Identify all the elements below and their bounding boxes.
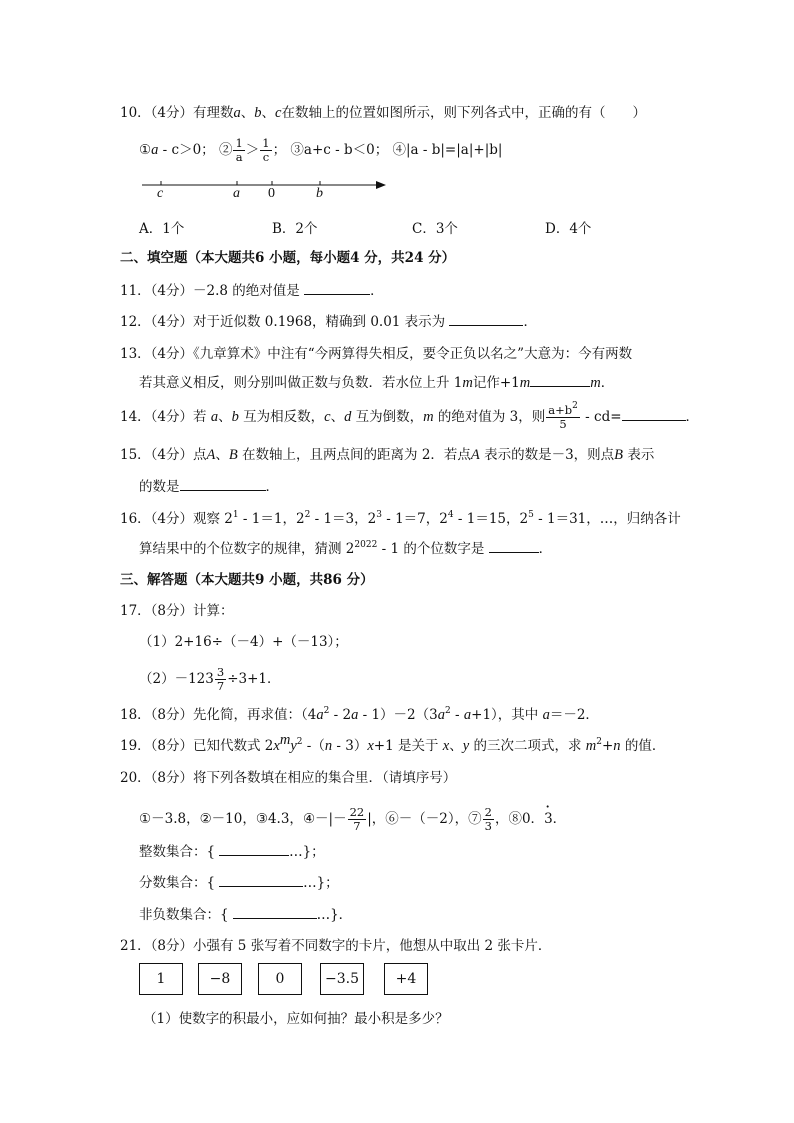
- axis-label-c: c: [157, 186, 164, 201]
- q10-stem: 10．（4分）有理数a、b、c在数轴上的位置如图所示，则下列各式中，正确的有（ ）: [120, 105, 646, 121]
- q20-items: ①－3.8，②－10，③4.3，④－|－ $\frac{22}{7}$ |，⑥－（－2），⑦ $\frac{2}{3}$ ，⑧0．· 3．: [139, 806, 566, 833]
- q15-line1: 15．（4分）点A、B 在数轴上，且两点间的距离为 2．若点A 表示的数是－3，则点B 表示: [120, 447, 655, 463]
- axis-label-b: b: [316, 186, 323, 201]
- q21-sub1: （1）使数字的积最小，应如何抽？最小积是多少？: [143, 1011, 449, 1027]
- q19: 19．（8分）已知代数式 $2x^my^2$ -（n - 3）x+1 是关于 x、y 的三次二项式，求 $m^2+n$ 的值．: [120, 732, 666, 754]
- axis-label-a: a: [233, 186, 240, 201]
- section-2-title: 二、填空题（本大题共6 小题，每小题4 分，共24 分）: [120, 250, 456, 266]
- q16-line1: 16．（4分）观察 $2^1 - 1=1$，$2^2 - 1=3$，$2^3 - 1=7$，$2^4 - 1=15$，$2^5 - 1=31$，…，归纳各计: [120, 510, 681, 527]
- axis-label-zero: 0: [268, 186, 275, 201]
- q10-option-c: C．3个: [412, 221, 458, 237]
- q12: 12．（4分）对于近似数 0.1968，精确到 0.01 表示为 ．: [120, 314, 537, 330]
- fraction-2-over-3: $\frac{2}{3}$: [484, 805, 492, 833]
- q16-line2: 算结果中的个位数字的规律，猜测 $2^{2022} - 1$ 的个位数字是 ．: [139, 540, 553, 557]
- q11: 11．（4分）－2.8 的绝对值是 ．: [120, 283, 384, 299]
- q15-line2: 的数是 ．: [139, 479, 279, 495]
- q20-title: 20．（8分）将下列各数填在相应的集合里．（请填序号）: [120, 770, 457, 786]
- q21-title: 21．（8分）小强有 5 张写着不同数字的卡片，他想从中取出 2 张卡片．: [120, 938, 552, 954]
- card-minus-8: −8: [198, 963, 242, 995]
- q10-statements: ①a - c＞0； ② $\frac{1}{a}$ ＞ $\frac{1}{c}$ ； ③a+c - b＜0； ④|a - b|=|a|+|b|: [139, 136, 503, 164]
- q13-line2: 若其意义相反，则分别叫做正数与负数．若水位上升 1m记作+1m m．: [139, 375, 615, 391]
- fraction-1-over-a: $\frac{1}{a}$: [235, 136, 243, 164]
- repeating-digit: · 3: [544, 810, 553, 828]
- q10-option-d: D．4个: [545, 221, 592, 237]
- q10-option-a: A．1个: [139, 221, 185, 237]
- q10-option-b: B．2个: [272, 221, 318, 237]
- section-3-title: 三、解答题（本大题共9 小题，共86 分）: [120, 572, 374, 588]
- fraction-22-over-7: $\frac{22}{7}$: [349, 805, 365, 833]
- card-plus-4: +4: [384, 963, 428, 995]
- q20-set-nonnegative: 非负数集合：{ …}．: [139, 907, 353, 923]
- fraction-3-over-7: $\frac{3}{7}$: [216, 665, 225, 693]
- q17-part1: （1）2+16÷（－4）+（－13）；: [139, 634, 348, 650]
- card-0: 0: [258, 963, 302, 995]
- number-line: [140, 176, 390, 190]
- q17-title: 17．（8分）计算：: [120, 603, 234, 619]
- q20-set-fractions: 分数集合：{ …}；: [139, 875, 339, 891]
- q18: 18．（8分）先化简，再求值：$(4a^2 - 2a - 1)-2(3a^2 - a+1)$，其中 a＝－2．: [120, 706, 599, 723]
- q17-part2: （2）－123 $\frac{3}{7}$ ÷3+1．: [139, 665, 281, 693]
- card-minus-3-5: −3.5: [320, 963, 364, 995]
- card-1: 1: [139, 963, 183, 995]
- q13-line1: 13．（4分）《九章算术》中注有“今两算得失相反，要令正负以名之”大意为：今有两数: [120, 346, 633, 362]
- fraction-a-plus-b-over-5: $\frac{a+b^2}{5}$: [548, 401, 578, 431]
- q14: 14．（4分）若 a、b 互为相反数，c、d 互为倒数，m 的绝对值为 3，则 $\frac{a+b^2}{5}$ - cd= ．: [120, 401, 700, 431]
- q20-set-integers: 整数集合：{ …}；: [139, 844, 325, 860]
- fraction-1-over-c: $\frac{1}{c}$: [262, 136, 270, 164]
